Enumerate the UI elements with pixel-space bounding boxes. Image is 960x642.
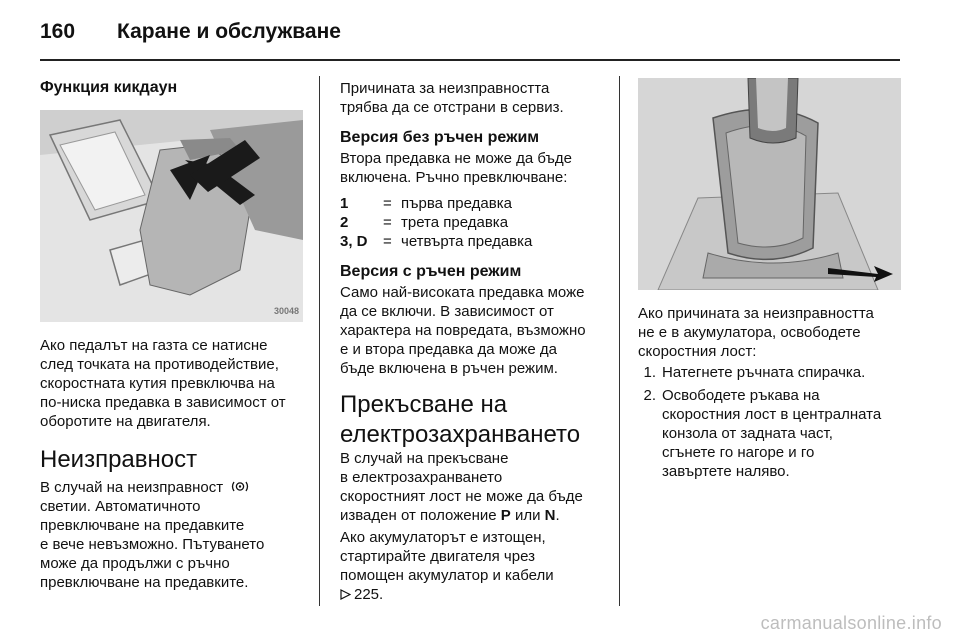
header-rule [40,59,900,61]
list-item: 1. Натегнете ръчната спирачка. [643,364,866,381]
text-line: Ако педалът на газта се натисне [40,337,268,354]
gear-lever-illustration [638,78,901,290]
text-line: по-ниска предавка в зависимост от [40,394,286,411]
text-line: Само най-високата предавка може [340,284,585,301]
text-line: изваден от положение P или N. [340,507,560,524]
text-line: превключване на предавките [40,517,245,534]
column-divider-2 [619,76,620,606]
kickdown-paragraph [40,336,310,431]
text-line: характера на повредата, възможно [340,322,586,339]
power-paragraph [340,449,615,525]
text-line: включена. Ръчно превключване: [340,169,568,186]
text-line: е вече невъзможно. Пътуването [40,536,265,553]
text-line: в електрозахранването [340,469,503,486]
page-reference-link[interactable]: 225. [354,586,384,603]
text-line: е и втора предавка да може да [340,341,557,358]
text-line: скоростният лост не може да бъде [340,488,583,505]
gear-row: 1 = първа предавка [340,195,512,212]
text-line: скоростния лост: [638,343,757,360]
section-heading-kickdown: Функция кикдаун [40,79,178,96]
release-steps-list [632,363,907,481]
no-manual-paragraph [340,149,610,187]
text-line: Причината за неизправността [340,80,550,97]
text-line: В случай на неизправност [40,478,315,497]
battery-paragraph [340,528,615,604]
heading-no-manual-mode: Версия без ръчен режим [340,129,540,146]
text-line: не е в акумулатора, освободете [638,324,861,341]
release-intro-paragraph [638,304,908,361]
text-line: Ако причината за неизправността [638,305,874,322]
text-line: бъде включена в ръчен режим. [340,360,558,377]
text-line: Ако акумулаторът е изтощен, [340,529,546,546]
text-line: може да продължи с ръчно [40,555,230,572]
page-title: Каране и обслужване [117,20,341,43]
malfunction-paragraph [40,478,315,592]
transmission-warning-icon [230,480,250,493]
gear-definition-list [340,194,610,251]
service-paragraph [340,79,610,117]
text-line [340,585,615,604]
figure-number: 30048 [273,306,299,316]
text-line: помощен акумулатор и кабели [340,567,554,584]
page-number: 160 [40,20,76,43]
gear-row: 2 = трета предавка [340,214,509,231]
text-line: превключване на предавките. [40,574,249,591]
gear-lever-figure [638,78,901,290]
heading-power-interruption: Прекъсване на електрозахранването [340,391,581,448]
kickdown-figure [40,110,303,322]
text-line: Втора предавка не може да бъде [340,150,572,167]
gear-row: 3, D = четвърта предавка [340,233,533,250]
heading-manual-mode: Версия с ръчен режим [340,263,522,280]
list-item: 2. Освободете ръкава на скоростния лост в централната конзола от задната част, сгънете го нагоре и го завъртете наляво. [643,387,882,480]
watermark: carmanualsonline.info [760,613,942,633]
text-line: светии. Автоматичното [40,498,201,515]
column-divider-1 [319,76,320,606]
text-line: след точката на противодействие, [40,356,279,373]
manual-paragraph [340,283,615,378]
pedal-illustration [40,110,303,322]
text-line: оборотите на двигателя. [40,413,211,430]
text-line: стартирайте двигателя чрез [340,548,535,565]
text-line: скоростната кутия превключва на [40,375,275,392]
text-line: трябва да се отстрани в сервиз. [340,99,564,116]
page-reference-icon [340,589,351,600]
text-line: да се включи. В зависимост от [340,303,554,320]
text-line: В случай на прекъсване [340,450,509,467]
section-heading-malfunction: Неизправност [40,446,198,473]
